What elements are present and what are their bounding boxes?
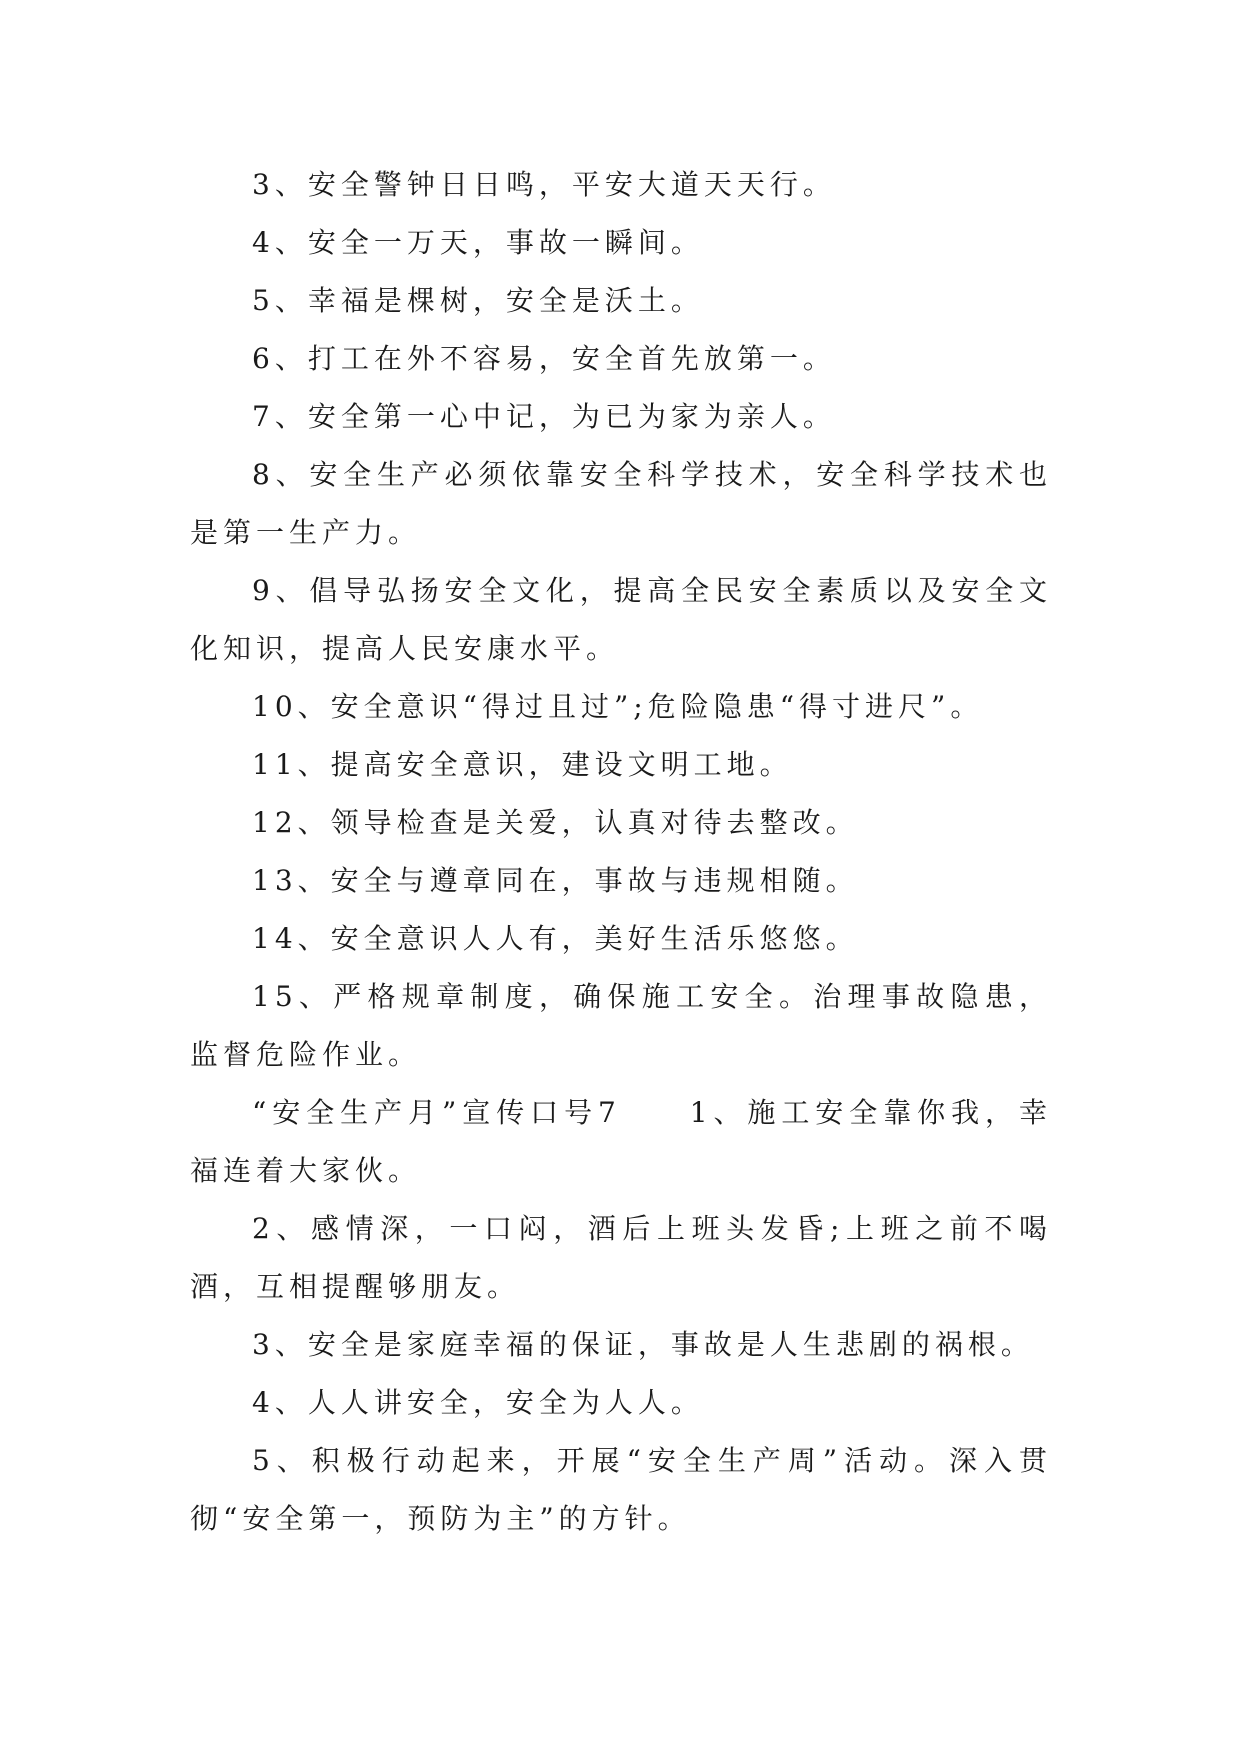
- paragraph: 7、安全第一心中记，为已为家为亲人。: [252, 400, 836, 433]
- paragraph: 10、安全意识“得过且过”;危险隐患“得寸进尺”。: [252, 690, 984, 723]
- paragraph: 3、安全是家庭幸福的保证，事故是人生悲剧的祸根。: [252, 1328, 1034, 1361]
- paragraph: 9、倡导弘扬安全文化，提高全民安全素质以及安全文化知识，提高人民安康水平。: [190, 574, 1052, 665]
- paragraph: 4、安全一万天，事故一瞬间。: [252, 226, 704, 259]
- paragraph: 12、领导检查是关爱，认真对待去整改。: [252, 806, 859, 839]
- paragraph: 11、提高安全意识，建设文明工地。: [252, 748, 793, 781]
- paragraph: 15、严格规章制度，确保施工安全。治理事故隐患，监督危险作业。: [190, 980, 1052, 1071]
- paragraph: 3、安全警钟日日鸣，平安大道天天行。: [252, 168, 836, 201]
- paragraph: 8、安全生产必须依靠安全科学技术，安全科学技术也是第一生产力。: [190, 458, 1052, 549]
- paragraph: 5、积极行动起来，开展“安全生产周”活动。深入贯彻“安全第一，预防为主”的方针。: [190, 1444, 1052, 1535]
- paragraph: “安全生产月”宣传口号7 1、施工安全靠你我，幸福连着大家伙。: [190, 1096, 1052, 1187]
- paragraph: 6、打工在外不容易，安全首先放第一。: [252, 342, 836, 375]
- paragraph: 5、幸福是棵树，安全是沃土。: [252, 284, 704, 317]
- paragraph: 14、安全意识人人有，美好生活乐悠悠。: [252, 922, 859, 955]
- document-body: [190, 156, 1052, 1548]
- paragraph: 4、人人讲安全，安全为人人。: [252, 1386, 704, 1419]
- paragraph: 2、感情深，一口闷，酒后上班头发昏;上班之前不喝酒，互相提醒够朋友。: [190, 1212, 1052, 1303]
- paragraph: 13、安全与遵章同在，事故与违规相随。: [252, 864, 859, 897]
